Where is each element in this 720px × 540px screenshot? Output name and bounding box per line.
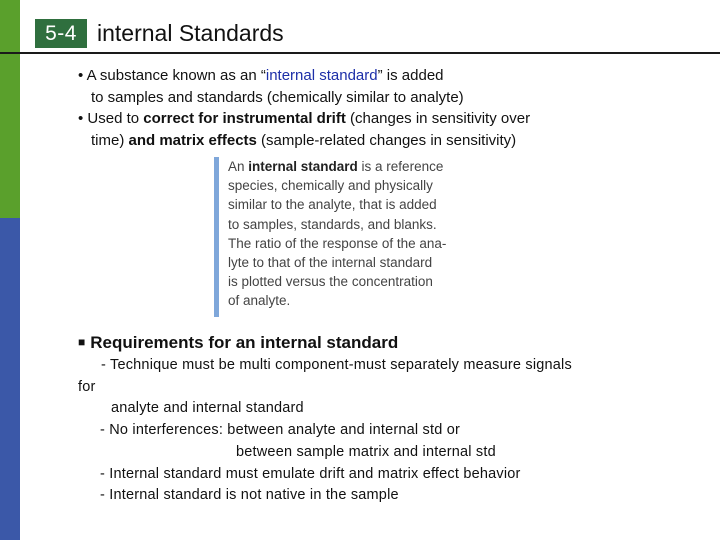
requirement-2-line-2: between sample matrix and internal std <box>236 443 496 460</box>
internal-standard-term: internal standard <box>265 67 378 84</box>
square-bullet-icon: ■ <box>78 335 86 349</box>
excerpt-line-1-post: is a reference <box>357 159 444 174</box>
requirements-list <box>78 355 572 507</box>
excerpt-line-5: The ratio of the response of the ana- <box>228 235 447 251</box>
excerpt-line-4: to samples, standards, and blanks. <box>228 216 437 232</box>
requirement-1-line-2: for <box>78 378 96 395</box>
bullet-2-bold-drift: correct for instrumental drift <box>143 110 346 127</box>
intro-bullets <box>78 65 530 151</box>
requirement-2-line-1: - No interferences: between analyte and internal std or <box>100 422 461 439</box>
bullet-2-bold-matrix: and matrix effects <box>128 131 257 149</box>
excerpt-line-7: is plotted versus the concentration <box>228 274 433 290</box>
bullet-2-text-post: (changes in sensitivity over <box>345 110 531 127</box>
excerpt-line-8: of analyte. <box>228 293 291 309</box>
bullet-1 <box>78 65 530 87</box>
excerpt-term: internal standard <box>248 159 358 174</box>
bullet-2-line-2 <box>78 130 530 152</box>
excerpt-line-6: lyte to that of the internal standard <box>228 255 433 271</box>
requirements-heading <box>78 330 398 355</box>
bullet-2-line-2-pre: time) <box>91 131 129 149</box>
left-accent-bar-green <box>0 0 20 218</box>
excerpt-line-3: similar to the analyte, that is added <box>228 197 437 213</box>
bullet-1-text-pre: • A substance known as an “ <box>78 67 266 84</box>
title-divider <box>0 52 720 54</box>
bullet-1-text-post: ” is added <box>377 67 444 84</box>
requirements-heading-text: Requirements for an internal standard <box>90 333 399 352</box>
page-title: internal Standards <box>97 20 284 46</box>
requirement-1-line-3: analyte and internal standard <box>111 400 304 417</box>
section-number-badge: 5-4 <box>35 19 87 48</box>
excerpt-line-2: species, chemically and physically <box>228 178 433 194</box>
requirement-1-line-1: - Technique must be multi component-must separately measure signals <box>101 357 572 373</box>
bullet-2-text-pre: • Used to <box>78 110 144 127</box>
excerpt-line-1 <box>228 157 476 176</box>
bullet-2 <box>78 108 530 130</box>
bullet-2-line-2-post: (sample-related changes in sensitivity) <box>256 131 517 149</box>
excerpt-line-1-pre: An <box>228 159 249 174</box>
left-accent-bar-blue <box>0 218 20 540</box>
requirement-4: - Internal standard is not native in the sample <box>100 487 399 504</box>
bullet-1-line-2: to samples and standards (chemically similar to analyte) <box>91 88 464 106</box>
definition-excerpt <box>214 157 476 317</box>
requirement-3: - Internal standard must emulate drift and matrix effect behavior <box>100 465 521 482</box>
